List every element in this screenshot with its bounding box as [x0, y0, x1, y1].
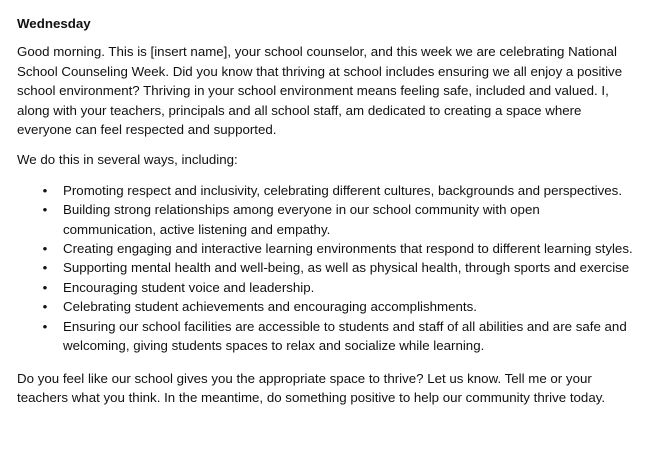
- closing-paragraph: Do you feel like our school gives you the appropriate space to thrive? Let us know. Tell me or your teachers what you think. In the meantime, do something positive to help our community thrive today.: [17, 370, 606, 405]
- intro-paragraph: Good morning. This is [insert name], your school counselor, and this week we are celebrating National School Counseling Week. Did you know that thriving at school includes ensuring we all enjoy a positive school environment? Thriving in your school environment means feeling safe, included and valued. I, along with your teachers, principals and all school staff, am dedicated to creating a space where everyone can feel respected and supported.: [17, 44, 623, 138]
- lead-in-paragraph: We do this in several ways, including:: [17, 152, 238, 168]
- day-heading: Wednesday: [17, 16, 91, 31]
- bullet-icon: •: [42, 260, 48, 276]
- bullet-icon: •: [42, 241, 48, 257]
- list-item: [17, 258, 636, 277]
- list-item-text: Creating engaging and interactive learning environments that respond to different learning styles.: [63, 241, 633, 257]
- bullet-icon: •: [42, 279, 48, 295]
- list-item: [17, 181, 636, 200]
- bullet-icon: •: [42, 318, 48, 334]
- list-item-text: Ensuring our school facilities are accessible to students and staff of all abilities and are safe and welcoming, giving students spaces to relax and socialize while learning.: [63, 318, 627, 354]
- list-item-text: Promoting respect and inclusivity, celebrating different cultures, backgrounds and perspectives.: [63, 182, 623, 198]
- bullet-list: [17, 181, 636, 356]
- list-item: [17, 297, 636, 316]
- bullet-icon: •: [42, 182, 48, 198]
- list-item-text: Encouraging student voice and leadership.: [63, 279, 315, 295]
- list-item: [17, 239, 636, 258]
- list-item: [17, 200, 636, 239]
- bullet-icon: •: [42, 202, 48, 218]
- list-item-text: Supporting mental health and well-being, as well as physical health, through sports and exercise: [63, 260, 630, 276]
- list-item: [17, 317, 636, 356]
- bullet-icon: •: [42, 299, 48, 315]
- list-item-text: Celebrating student achievements and encouraging accomplishments.: [63, 299, 477, 315]
- list-item-text: Building strong relationships among everyone in our school community with open communication, active listening and empathy.: [63, 202, 540, 237]
- list-item: [17, 278, 636, 297]
